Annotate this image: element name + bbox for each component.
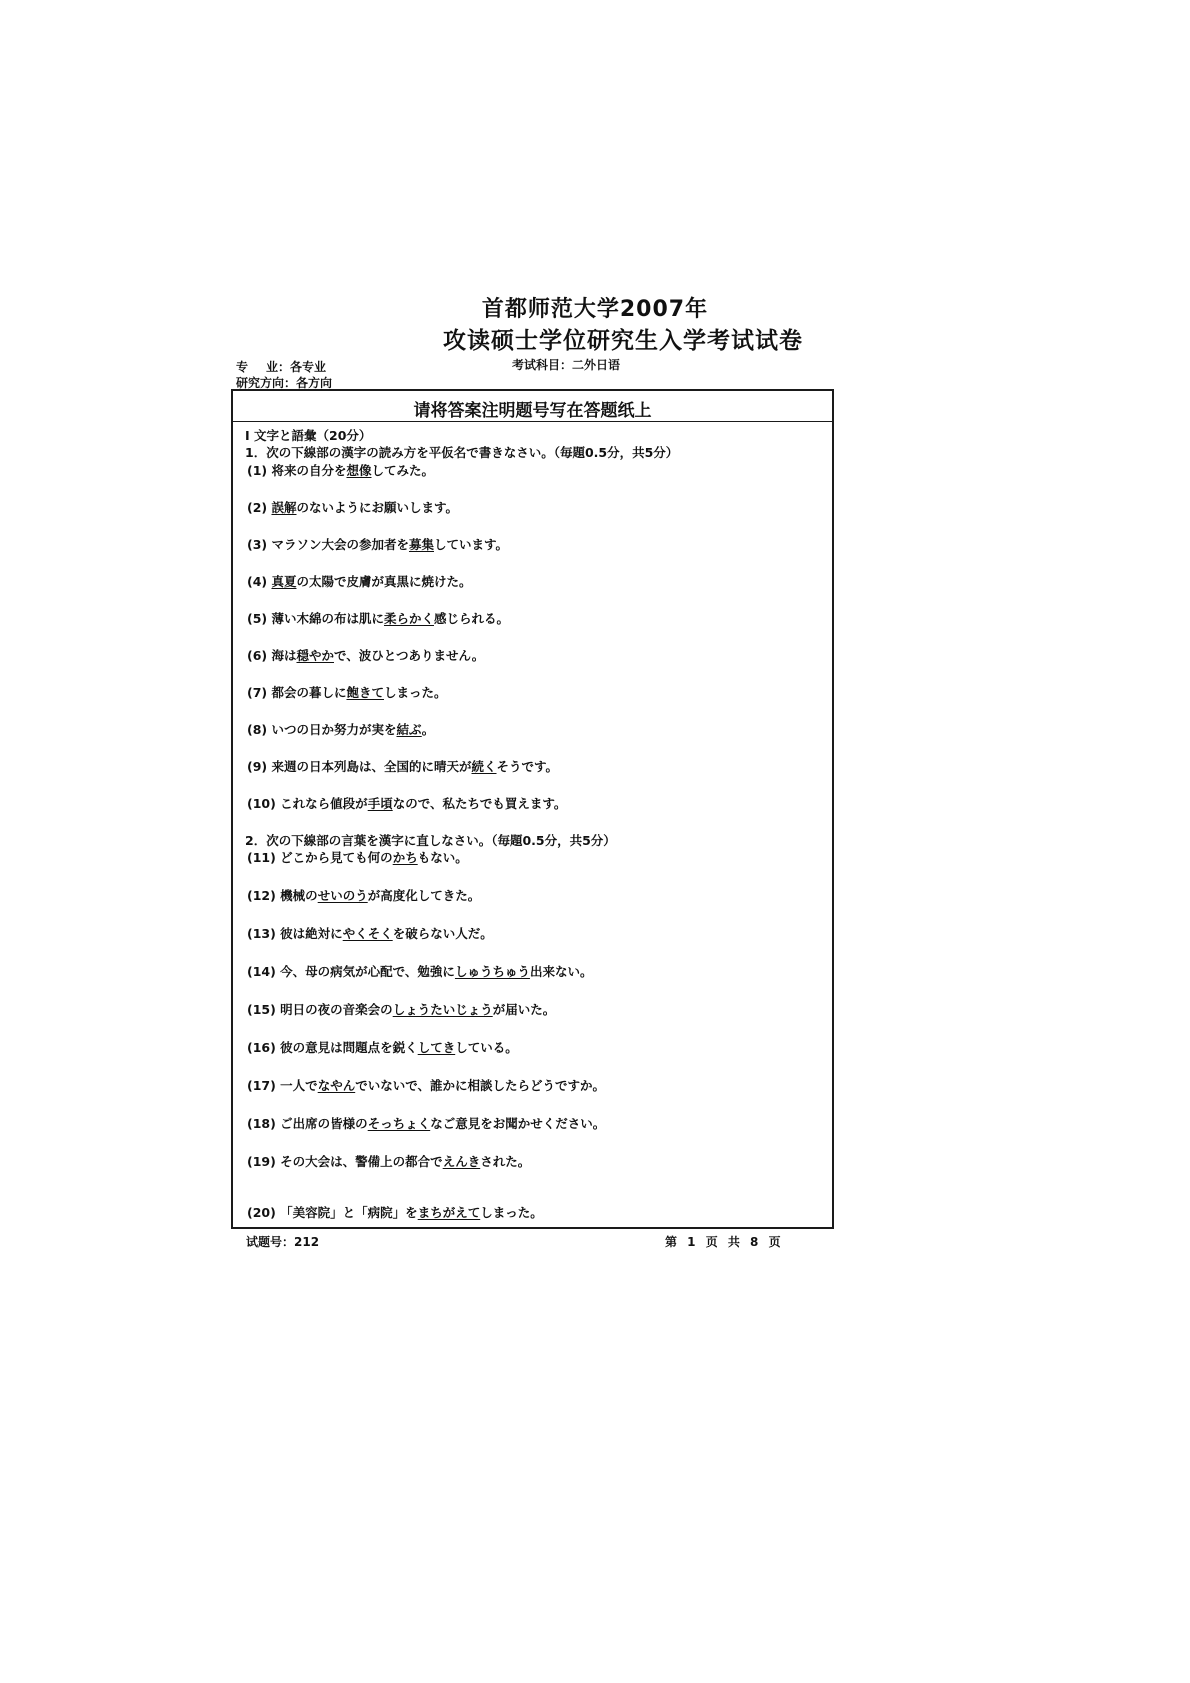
notice-divider [233,421,832,422]
underlined-word: 手頃 [367,796,393,811]
question-item: (5) 薄い木綿の布は肌に柔らかく感じられる。 [247,611,510,626]
answer-notice: 请将答案注明题号写在答题纸上 [413,401,652,421]
part1-instruction: 1．次の下線部の漢字の読み方を平仮名で書きなさい。（毎題0.5分，共5分） [245,445,679,460]
question-item: (9) 来週の日本列島は、全国的に晴天が続くそうです。 [247,759,559,774]
question-item: (12) 機械のせいのうが高度化してきた。 [247,888,481,903]
underlined-word: 続く [471,759,497,774]
research-direction: 研究方向：各方向 [236,376,333,390]
question-item: (4) 真夏の太陽で皮膚が真黒に焼けた。 [247,574,472,589]
underlined-word: 飽きて [346,685,384,700]
exam-code: 试题号：212 [246,1235,320,1249]
question-item: (16) 彼の意見は問題点を鋭くしてきしている。 [247,1040,518,1055]
question-item: (10) これなら値段が手頃なので、私たちでも買えます。 [247,796,567,811]
exam-title-university: 首都师范大学2007年 [481,297,709,322]
question-item: (17) 一人でなやんでいないで、誰かに相談したらどうですか。 [247,1078,605,1093]
question-item: (11) どこから見ても何のかちもない。 [247,850,468,865]
underlined-word: せいのう [317,888,368,903]
major-info [236,358,326,375]
underlined-word: しょうたいじょう [392,1002,493,1017]
underlined-word: しゅうちゅう [454,964,530,979]
underlined-word: 募集 [408,537,434,552]
page-number: 第 1 页 共 8 页 [665,1235,781,1249]
exam-title-name: 攻读硕士学位研究生入学考试试卷 [443,328,803,354]
underlined-word: してき [417,1040,456,1055]
question-item: (6) 海は穏やかで、波ひとつありません。 [247,648,485,663]
underlined-word: 誤解 [271,500,297,515]
question-item: (8) いつの日か努力が実を結ぶ。 [247,722,435,737]
underlined-word: 想像 [346,463,372,478]
underlined-word: なやん [317,1078,356,1093]
underlined-word: えんき [442,1154,481,1169]
exam-subject: 考试科目：二外日语 [512,358,621,372]
question-item: (14) 今、母の病気が心配で、勉強にしゅうちゅう出来ない。 [247,964,593,979]
question-item: (19) その大会は、警備上の都合でえんきされた。 [247,1154,531,1169]
question-item: (2) 誤解のないようにお願いします。 [247,500,459,515]
question-item: (18) ご出席の皆様のそっちょくなご意見をお聞かせください。 [247,1116,606,1131]
question-item: (20) 「美容院」と「病院」をまちがえてしまった。 [247,1205,543,1220]
part2-instruction: 2．次の下線部の言葉を漢字に直しなさい。（毎題0.5分，共5分） [245,833,616,848]
underlined-word: 穏やか [296,648,334,663]
major-label-suffix: 业： [266,360,291,374]
underlined-word: 真夏 [271,574,297,589]
underlined-word: まちがえて [417,1205,481,1220]
question-item: (3) マラソン大会の参加者を募集しています。 [247,537,509,552]
underlined-word: かち [392,850,418,865]
underlined-word: 柔らかく [383,611,434,626]
question-item: (7) 都会の暮しに飽きてしまった。 [247,685,447,700]
underlined-word: 結ぶ [396,722,422,737]
question-box [231,389,834,1229]
question-item: (15) 明日の夜の音楽会のしょうたいじょうが届いた。 [247,1002,556,1017]
question-item: (13) 彼は絶対にやくそくを破らない人だ。 [247,926,493,941]
section-heading: Ⅰ 文字と語彙（20分） [245,428,372,443]
major-label: 专 [236,360,249,374]
major-value: 各专业 [290,360,327,374]
underlined-word: そっちょく [367,1116,431,1131]
underlined-word: やくそく [342,926,393,941]
question-item: (1) 将来の自分を想像してみた。 [247,463,435,478]
